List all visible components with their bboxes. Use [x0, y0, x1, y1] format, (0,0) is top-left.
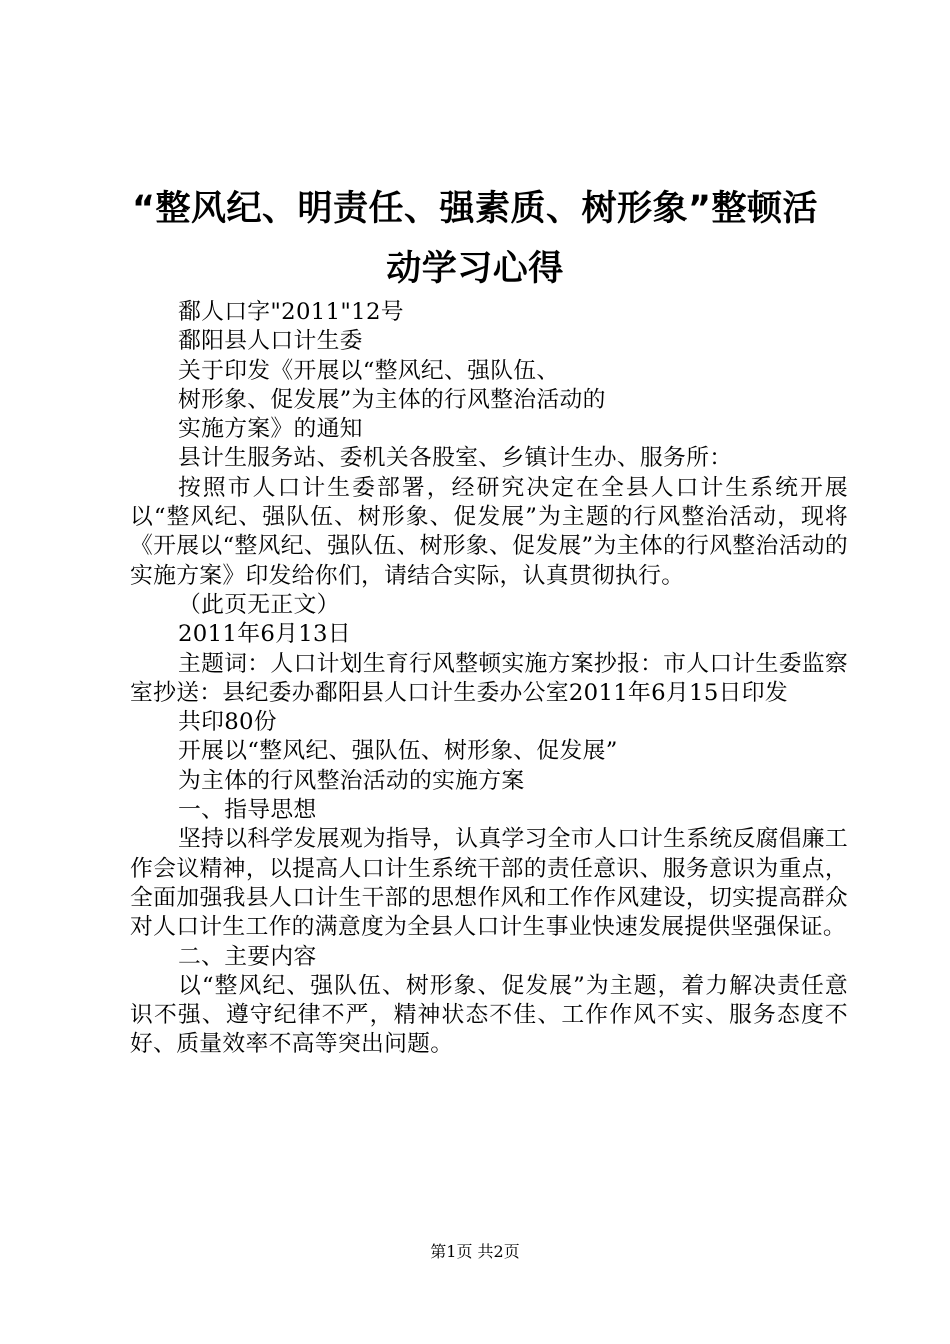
document-title-line-2: 动学习心得	[386, 249, 564, 289]
plan-title-line-1: 开展以“整风纪、强队伍、树形象、促发展”	[178, 738, 618, 765]
subject-words: 主题词：人口计划生育行风整顿实施方案抄报：市人口计生委监察室抄送：县纪委办鄱阳县人口计生委办公室2011年6月15日印发	[130, 650, 848, 706]
print-count: 共印80份	[178, 709, 277, 736]
section-heading-main-content: 二、主要内容	[178, 943, 317, 970]
doc-number: 鄱人口字"2011"12号	[178, 299, 404, 325]
section-heading-guiding-ideology: 一、指导思想	[178, 797, 317, 824]
plan-title-line-2: 为主体的行风整治活动的实施方案	[178, 767, 525, 794]
issue-date: 2011年6月13日	[178, 621, 351, 648]
notice-title-line-2: 树形象、促发展”为主体的行风整治活动的	[178, 386, 606, 413]
page-footer: 第1页 共2页	[430, 1242, 520, 1261]
body-paragraph: 坚持以科学发展观为指导，认真学习全市人口计生系统反腐倡廉工作会议精神，以提高人口计生系统干部的责任意识、服务意识为重点，全面加强我县人口计生干部的思想作风和工作作风建设，切实提高群众对人口计生工作的满意度为全县人口计生事业快速发展提供坚强保证。	[130, 826, 848, 941]
issuer: 鄱阳县人口计生委	[178, 328, 363, 355]
no-body-text-note: （此页无正文）	[178, 591, 340, 618]
notice-title-line-3: 实施方案》的通知	[178, 416, 363, 443]
body-paragraph: 按照市人口计生委部署，经研究决定在全县人口计生系统开展以“整风纪、强队伍、树形象、促发展”为主题的行风整治活动，现将《开展以“整风纪、强队伍、树形象、促发展”为主体的行风整治活动的实施方案》印发给你们，请结合实际，认真贯彻执行。	[130, 474, 848, 589]
document-title-line-1: “整风纪、明责任、强素质、树形象”整顿活	[131, 189, 818, 229]
document-body	[130, 298, 848, 1060]
body-paragraph: 以“整风纪、强队伍、树形象、促发展”为主题，着力解决责任意识不强、遵守纪律不严，精神状态不佳、工作作风不实、服务态度不好、质量效率不高等突出问题。	[130, 972, 848, 1058]
recipients: 县计生服务站、委机关各股室、乡镇计生办、服务所：	[178, 445, 733, 472]
notice-title-line-1: 关于印发《开展以“整风纪、强队伍、	[178, 357, 560, 384]
